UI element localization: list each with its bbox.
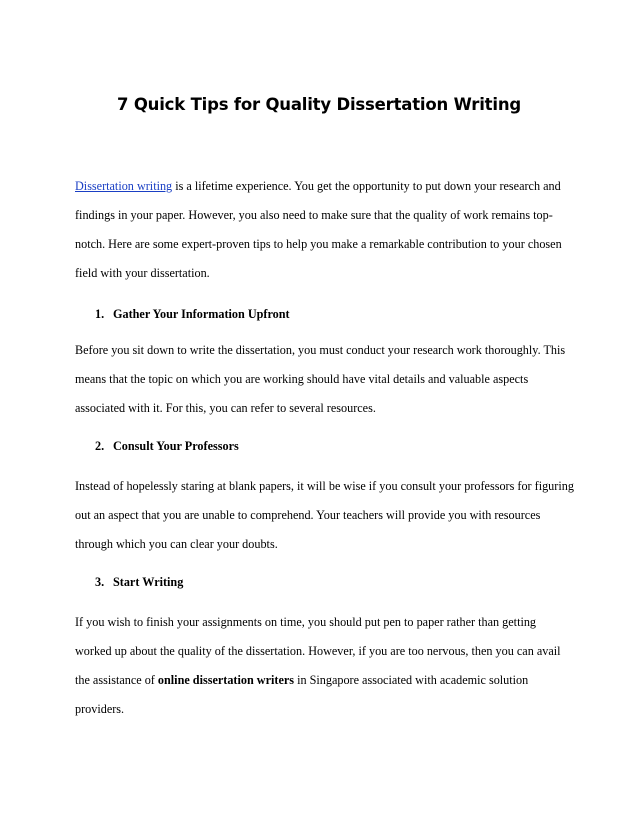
section-number: 2. [95, 439, 105, 453]
section-heading-label: Gather Your Information Upfront [113, 307, 290, 321]
section-body-2: Instead of hopelessly staring at blank papers, it will be wise if you consult your professors for figuring out an aspect that you are unable to comprehend. Your teachers will provide you with resources through which you can clear your doubts. [75, 479, 574, 551]
section-heading-3 [95, 574, 183, 590]
section-heading-label: Start Writing [113, 575, 184, 589]
section-heading-label: Consult Your Professors [113, 439, 239, 453]
dissertation-writing-link[interactable]: Dissertation writing [75, 179, 173, 193]
section-body-1: Before you sit down to write the dissertation, you must conduct your research work thoroughly. This means that the topic on which you are working should have vital details and valuable aspects associated with it. For this, you can refer to several resources. [75, 343, 566, 415]
section-body-3 [75, 608, 575, 724]
section-heading-2 [95, 438, 239, 454]
section-number: 1. [95, 307, 105, 321]
intro-text: is a lifetime experience. You get the opportunity to put down your research and findings in your paper. However, you also need to make sure that the quality of work remains top-notch. Here are some expert-proven tips to help you make a remarkable contribution to your chosen field with your dissertation. [75, 179, 562, 280]
online-dissertation-writers-bold: online dissertation writers [157, 673, 295, 687]
section-body-text: If you wish to finish your assignments on time, you should put pen to paper rather than getting worked up about the quality of the dissertation. However, if you are too nervous, then you can avail the assistance of [75, 615, 561, 687]
section-body-text-end: in Singapore associated with academic solution providers. [75, 673, 529, 716]
section-number: 3. [95, 575, 105, 589]
section-heading-1 [95, 306, 290, 322]
intro-paragraph [75, 172, 575, 288]
page-title: 7 Quick Tips for Quality Dissertation Writing [117, 95, 521, 114]
